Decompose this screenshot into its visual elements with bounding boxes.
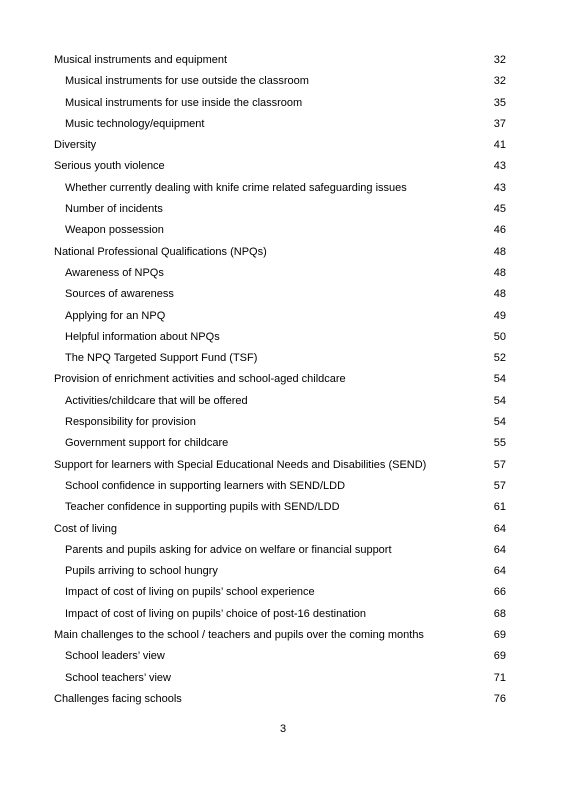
- toc-entry-title[interactable]: Government support for childcare: [65, 437, 229, 450]
- toc-entry-page[interactable]: 57: [493, 458, 506, 471]
- toc-entry-page[interactable]: 64: [493, 565, 506, 578]
- toc-entry-page[interactable]: 32: [493, 54, 506, 66]
- toc-entry-page[interactable]: 43: [493, 181, 506, 194]
- toc-entry-title[interactable]: School teachers’ view: [65, 671, 171, 684]
- toc-entry[interactable]: [54, 476, 506, 497]
- toc-entry-page[interactable]: 49: [493, 309, 506, 322]
- toc-entry-page[interactable]: 68: [493, 607, 506, 620]
- toc-entry-page[interactable]: 76: [493, 692, 506, 705]
- toc-entry[interactable]: [54, 178, 506, 199]
- toc-entry-page[interactable]: 48: [493, 245, 506, 258]
- toc-entry-title[interactable]: School confidence in supporting learners with SEND/LDD: [65, 479, 346, 492]
- toc-entry-title[interactable]: Number of incidents: [65, 203, 163, 216]
- toc-entry[interactable]: [54, 263, 506, 284]
- toc-entry[interactable]: [54, 646, 506, 667]
- toc-entry[interactable]: [54, 391, 506, 412]
- toc-entry-title[interactable]: Challenges facing schools: [54, 692, 182, 705]
- toc-entry-title[interactable]: Cost of living: [54, 522, 117, 535]
- toc-entry-title[interactable]: School leaders’ view: [65, 650, 165, 663]
- toc-entry-page[interactable]: 54: [493, 394, 506, 407]
- toc-entry[interactable]: [54, 348, 506, 369]
- toc-entry-page[interactable]: 50: [493, 330, 506, 343]
- toc-entry-page[interactable]: 69: [493, 650, 506, 663]
- toc-entry[interactable]: [54, 327, 506, 348]
- toc-entry-title[interactable]: Weapon possession: [65, 224, 164, 237]
- toc-entry-page[interactable]: 55: [493, 437, 506, 450]
- toc-entry[interactable]: [54, 284, 506, 305]
- toc-entry[interactable]: [54, 561, 506, 582]
- toc-entry-page[interactable]: 54: [493, 373, 506, 386]
- toc-entry[interactable]: [54, 50, 506, 71]
- toc-entry-title[interactable]: Applying for an NPQ: [65, 309, 166, 322]
- toc-entry[interactable]: [54, 71, 506, 92]
- toc-entry[interactable]: [54, 135, 506, 156]
- toc-entry-title[interactable]: Parents and pupils asking for advice on welfare or financial support: [65, 543, 392, 556]
- toc-entry-title[interactable]: Impact of cost of living on pupils’ school experience: [65, 586, 315, 599]
- toc-entry[interactable]: [54, 220, 506, 241]
- toc-entry[interactable]: [54, 306, 506, 327]
- toc-entry-title[interactable]: Responsibility for provision: [65, 416, 196, 429]
- toc-entry-page[interactable]: 57: [493, 479, 506, 492]
- toc-entry[interactable]: [54, 604, 506, 625]
- toc-entry[interactable]: [54, 668, 506, 689]
- toc-entry[interactable]: [54, 114, 506, 135]
- toc-entry-page[interactable]: 64: [493, 522, 506, 535]
- toc-entry[interactable]: [54, 369, 506, 390]
- toc-entry[interactable]: [54, 455, 506, 476]
- toc-entry-page[interactable]: 64: [493, 543, 506, 556]
- toc-entry-page[interactable]: 52: [493, 352, 506, 365]
- toc-entry[interactable]: [54, 497, 506, 518]
- toc-entry[interactable]: [54, 519, 506, 540]
- toc-entry-title[interactable]: Musical instruments for use inside the classroom: [65, 96, 303, 109]
- toc-entry-page[interactable]: 32: [493, 75, 506, 88]
- toc-entry[interactable]: [54, 199, 506, 220]
- toc-entry-title[interactable]: Serious youth violence: [54, 160, 165, 173]
- toc-entry-page[interactable]: 45: [493, 203, 506, 216]
- toc-entry-title[interactable]: Musical instruments and equipment: [54, 54, 228, 66]
- toc-entry-page[interactable]: 37: [493, 117, 506, 130]
- toc-entry-title[interactable]: Activities/childcare that will be offered: [65, 394, 248, 407]
- toc-entry-title[interactable]: Teacher confidence in supporting pupils with SEND/LDD: [65, 501, 340, 514]
- toc-entry-title[interactable]: Pupils arriving to school hungry: [65, 565, 218, 578]
- toc-entry-title[interactable]: Sources of awareness: [65, 288, 174, 301]
- toc-entry[interactable]: [54, 412, 506, 433]
- toc-entry[interactable]: [54, 433, 506, 454]
- toc-entry-title[interactable]: Awareness of NPQs: [65, 266, 164, 279]
- toc-entry-page[interactable]: 71: [493, 671, 506, 684]
- toc-entry-title[interactable]: Support for learners with Special Educational Needs and Disabilities (SEND): [54, 458, 427, 471]
- toc-entry-title[interactable]: Musical instruments for use outside the classroom: [65, 75, 309, 88]
- toc-entry-title[interactable]: National Professional Qualifications (NPQs): [54, 245, 267, 258]
- toc-entry[interactable]: [54, 625, 506, 646]
- toc-entry-page[interactable]: 46: [493, 224, 506, 237]
- toc-entry-title[interactable]: Impact of cost of living on pupils’ choice of post-16 destination: [65, 607, 367, 620]
- toc-entry-page[interactable]: 43: [493, 160, 506, 173]
- table-of-contents: [54, 50, 506, 710]
- toc-entry-page[interactable]: 48: [493, 288, 506, 301]
- toc-entry-page[interactable]: 48: [493, 266, 506, 279]
- toc-entry-page[interactable]: 35: [493, 96, 506, 109]
- toc-entry[interactable]: [54, 540, 506, 561]
- toc-entry-title[interactable]: Music technology/equipment: [65, 117, 205, 130]
- toc-entry-title[interactable]: The NPQ Targeted Support Fund (TSF): [65, 352, 258, 365]
- toc-entry-page[interactable]: 66: [493, 586, 506, 599]
- toc-entry-title[interactable]: Provision of enrichment activities and school-aged childcare: [54, 373, 346, 386]
- toc-entry[interactable]: [54, 156, 506, 177]
- toc-entry[interactable]: [54, 242, 506, 263]
- toc-entry-page[interactable]: 69: [493, 629, 506, 642]
- toc-entry-title[interactable]: Diversity: [54, 139, 97, 152]
- toc-entry-title[interactable]: Whether currently dealing with knife crime related safeguarding issues: [65, 181, 407, 194]
- toc-entry-title[interactable]: Main challenges to the school / teachers and pupils over the coming months: [54, 629, 424, 642]
- toc-entry[interactable]: [54, 689, 506, 710]
- toc-entry-page[interactable]: 61: [493, 501, 506, 514]
- toc-entry[interactable]: [54, 582, 506, 603]
- toc-entry-page[interactable]: 41: [493, 139, 506, 152]
- page-number: 3: [279, 723, 287, 735]
- toc-entry-page[interactable]: 54: [493, 416, 506, 429]
- toc-entry[interactable]: [54, 93, 506, 114]
- toc-entry-title[interactable]: Helpful information about NPQs: [65, 330, 220, 343]
